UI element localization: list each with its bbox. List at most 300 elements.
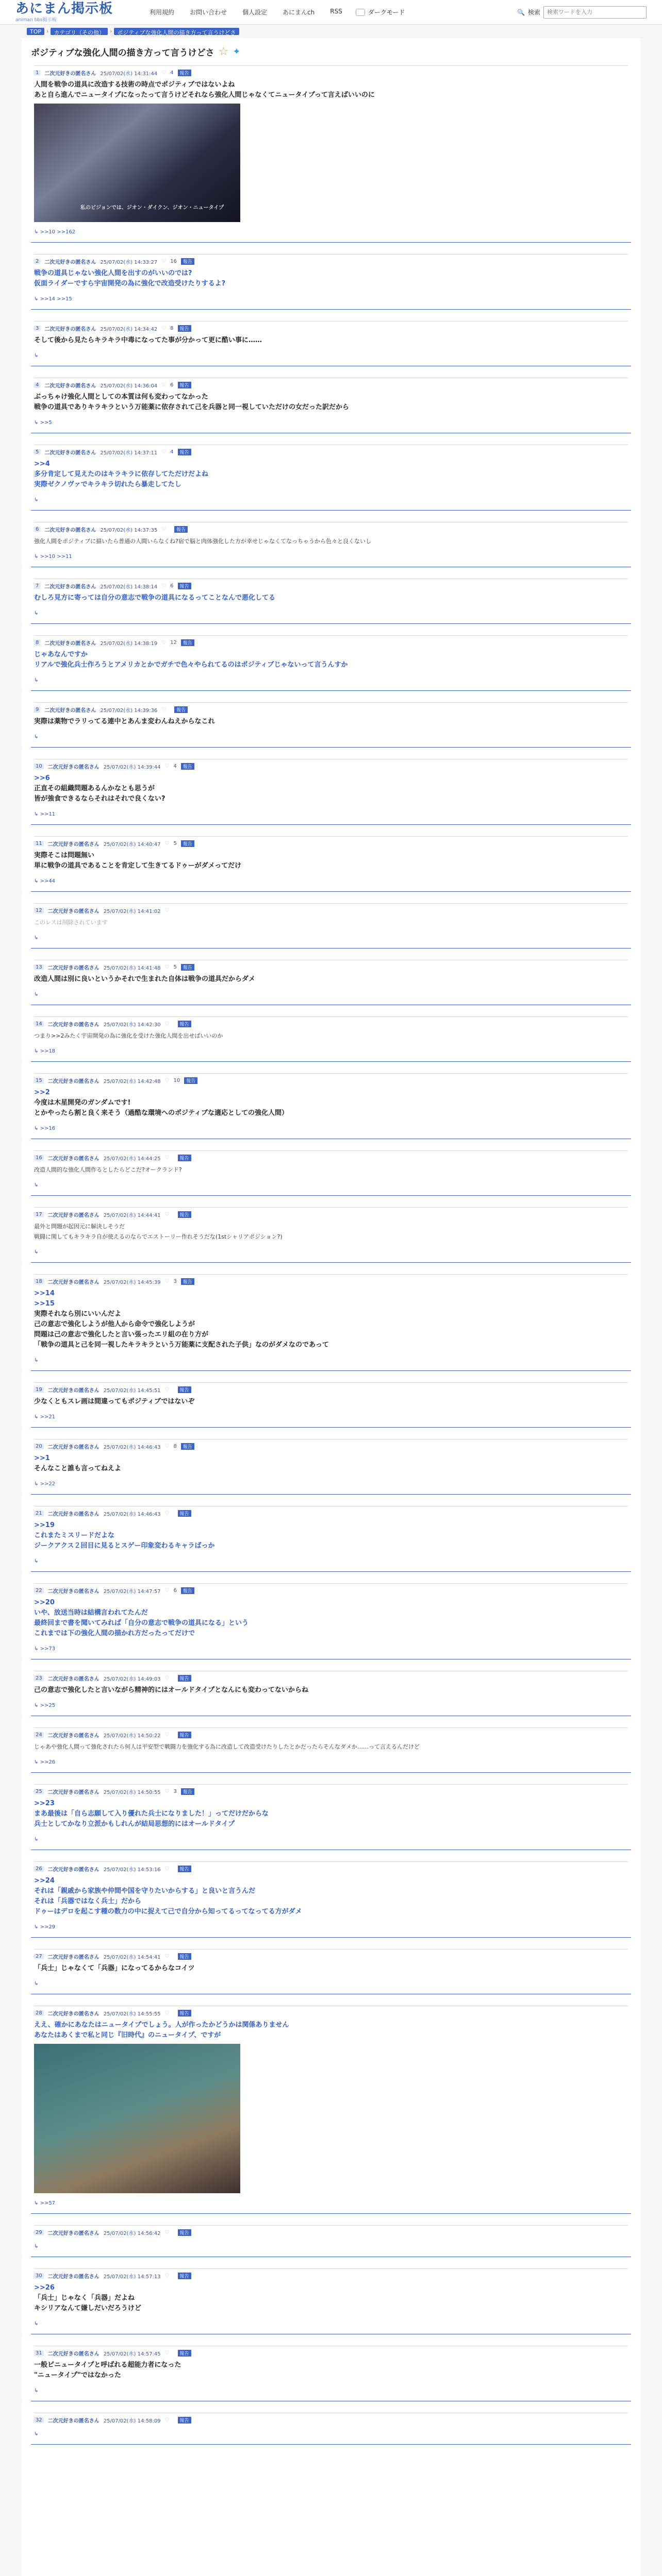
post-date: 25/07/02(水) 14:37:35 (100, 528, 158, 533)
reply-links[interactable] (34, 296, 628, 302)
reply-links[interactable] (34, 677, 628, 683)
heart-icon[interactable]: ♡ (161, 259, 167, 264)
post-number[interactable]: 29 (34, 2230, 44, 2235)
post-number[interactable]: 8 (34, 640, 40, 646)
breadcrumb-separator: › (46, 28, 49, 35)
post-meta (34, 2346, 628, 2357)
report-button[interactable]: 報告 (181, 763, 194, 770)
reply-links[interactable] (34, 935, 628, 941)
heart-icon[interactable]: ♡ (164, 1212, 170, 1217)
reply-links[interactable] (34, 2200, 628, 2206)
post-meta (34, 1583, 628, 1595)
post-date: 25/07/02(水) 14:56:42 (103, 2231, 161, 2236)
post-meta (34, 2225, 628, 2236)
heart-icon[interactable]: ♡ (164, 1732, 170, 1738)
post-image[interactable] (34, 2044, 240, 2193)
reply-links[interactable] (34, 1558, 628, 1564)
post-author: 二次元好きの匿名さん (47, 1733, 100, 1739)
dark-mode-toggle[interactable] (356, 9, 365, 16)
post (31, 1150, 631, 1196)
post-number[interactable]: 18 (34, 1279, 44, 1284)
heart-icon[interactable]: ♡ (164, 1387, 170, 1393)
nav-contact[interactable]: お問い合わせ (190, 9, 227, 16)
post-body-line: いや、放送当時は結構言われてたんだ (34, 1609, 148, 1617)
report-button[interactable]: 報告 (181, 1788, 194, 1795)
heart-icon[interactable]: ♡ (164, 1078, 170, 1083)
reply-text[interactable]: >>29 (40, 1924, 56, 1930)
star-icon[interactable]: ☆ (218, 45, 229, 58)
post-meta (34, 254, 628, 265)
post-image[interactable] (34, 104, 240, 222)
report-button[interactable]: 報告 (178, 1021, 191, 1027)
nav-terms[interactable]: 利用規約 (150, 9, 175, 16)
heart-icon[interactable]: ♡ (164, 1588, 170, 1594)
post-body-line: 実際ゼクノヴァでキラキラ切れたら暴走してたし (34, 481, 181, 488)
reply-links[interactable] (34, 734, 628, 740)
like-count: 4 (170, 449, 174, 455)
report-button[interactable]: 報告 (178, 1675, 191, 1682)
like-count: 3 (173, 1279, 177, 1284)
reply-text[interactable]: >>21 (40, 1414, 56, 1420)
reply-links[interactable] (34, 1249, 628, 1255)
post-meta (34, 2413, 628, 2424)
reply-links[interactable] (34, 1981, 628, 1987)
post-author: 二次元好きの匿名さん (47, 1388, 100, 1394)
thread-container (22, 38, 640, 2576)
report-button[interactable]: 報告 (184, 1077, 197, 1084)
reply-text[interactable]: >>22 (40, 1481, 56, 1487)
post-meta (34, 1274, 628, 1285)
heart-icon[interactable]: ♡ (164, 1444, 170, 1449)
reply-icon: ↳ (34, 1481, 40, 1487)
post-number[interactable]: 23 (34, 1675, 44, 1681)
reply-text[interactable]: >>10 >>162 (40, 229, 76, 235)
nav-settings[interactable]: 個人設定 (242, 9, 268, 16)
post-author: 二次元好きの匿名さん (47, 2274, 100, 2280)
heart-icon[interactable]: ♡ (164, 1021, 170, 1027)
report-button[interactable]: 報告 (181, 964, 194, 971)
report-button[interactable]: 報告 (178, 1510, 191, 1517)
post-number[interactable]: 26 (34, 1866, 44, 1872)
post-body-line: 最終回まで書を聞いてみれば「自分の意志で戦争の道具になる」という (34, 1619, 249, 1627)
post-meta (34, 522, 628, 533)
post-meta (34, 378, 628, 389)
reply-links[interactable] (34, 811, 628, 817)
report-button[interactable]: 報告 (174, 526, 188, 533)
post-number[interactable]: 16 (34, 1155, 44, 1161)
post (31, 1016, 631, 1062)
heart-icon[interactable]: ♡ (164, 2010, 170, 2016)
post (31, 702, 631, 748)
heart-icon[interactable]: ♡ (164, 1155, 170, 1161)
reply-links[interactable] (34, 1837, 628, 1842)
post-meta (34, 445, 628, 456)
post (31, 2006, 631, 2214)
reply-links[interactable] (34, 1048, 628, 1054)
post-author: 二次元好きの匿名さん (47, 2351, 100, 2357)
reply-icon: ↳ (34, 554, 40, 560)
reply-text[interactable]: >>44 (40, 878, 56, 884)
reply-text[interactable]: >>73 (40, 1646, 56, 1652)
post-list (31, 65, 631, 2445)
heart-icon[interactable]: ♡ (161, 640, 167, 646)
post-body-line: 問題は己の意志で強化したと言い張ったエリ組の在り方が (34, 1331, 209, 1338)
post-author: 二次元好きの匿名さん (47, 1676, 100, 1682)
post-body-line: じゃあなんですか (34, 651, 88, 658)
post-body-line: ドゥーはデロを起こす種の数力の中に捉えて己で自分から知ってるってなってる方がダメ (34, 1908, 302, 1916)
post-author: 二次元好きの匿名さん (47, 1079, 100, 1084)
reply-text[interactable]: >>26 (40, 1759, 56, 1765)
post-body-line: 強化人間をポジティブに描いたら普通の人間いらなくね?宿で脳と肉体強化した方が幸せじゃなくてなっちゃうから色々と良くないし (34, 538, 371, 545)
post-body-line: >>23 (34, 1800, 55, 1807)
post-author: 二次元好きの匿名さん (44, 641, 96, 647)
post-author: 二次元好きの匿名さん (47, 2011, 100, 2017)
heart-icon[interactable]: ♡ (164, 1511, 170, 1516)
report-button[interactable]: 報告 (178, 2229, 191, 2236)
post-date: 25/07/02(水) 14:33:27 (100, 260, 158, 265)
post-meta (34, 702, 628, 714)
post-date: 25/07/02(水) 14:31:44 (100, 71, 158, 77)
heart-icon[interactable]: ♡ (164, 2417, 170, 2423)
report-button[interactable]: 報告 (178, 449, 191, 455)
heart-icon[interactable]: ♡ (161, 449, 167, 455)
post-body-line: キシリアなんて嫌しだいだろうけど (34, 2304, 141, 2312)
post-body-line: あなたはあくまで私と同じ『旧時代』のニュータイプ、ですが (34, 2031, 221, 2039)
post-author: 二次元好きの匿名さん (47, 2231, 100, 2236)
post-body-line: >>15 (34, 1300, 55, 1308)
post-author: 二次元好きの匿名さん (47, 1213, 100, 1218)
report-button[interactable]: 報告 (178, 2273, 191, 2279)
heart-icon[interactable]: ♡ (164, 1675, 170, 1681)
post-author: 二次元好きの匿名さん (44, 528, 96, 533)
heart-icon[interactable]: ♡ (164, 1954, 170, 1959)
heart-icon[interactable]: ♡ (164, 2350, 170, 2356)
reply-links[interactable] (34, 229, 628, 235)
post-body-line: とかやったら割と良く来そう（過酷な環境へのポジティブな適応としての強化人間） (34, 1109, 288, 1117)
heart-icon[interactable]: ♡ (164, 841, 170, 846)
post (31, 2268, 631, 2334)
report-button[interactable]: 報告 (178, 70, 191, 76)
post (31, 522, 631, 567)
post-meta (34, 1207, 628, 1218)
heart-icon[interactable]: ♡ (164, 1279, 170, 1284)
post-number[interactable]: 5 (34, 449, 40, 455)
reply-text[interactable]: >>16 (40, 1126, 56, 1131)
post (31, 1506, 631, 1572)
post-author: 二次元好きの匿名さん (47, 1955, 100, 1960)
reply-links[interactable] (34, 1358, 628, 1363)
heart-icon[interactable]: ♡ (164, 1789, 170, 1794)
post-date: 25/07/02(水) 14:37:11 (100, 450, 158, 456)
post-meta (34, 836, 628, 848)
nav-animanch[interactable]: あにまんch (283, 9, 315, 16)
post (31, 1784, 631, 1850)
post-body-line: これまたミスリードだよな (34, 1532, 115, 1539)
post-author: 二次元好きの匿名さん (47, 1790, 100, 1795)
post-body-line: じゃあや強化人間って強化されたら何人は平安型で戦闘力を強化する為に改造して改造受けたりしたとかだったらそんなダメか……って言えるんだけど (34, 1743, 420, 1750)
post-number[interactable]: 12 (34, 908, 44, 913)
report-button[interactable]: 報告 (178, 1866, 191, 1872)
post-body-line: 実際そこは問題無い (34, 852, 95, 859)
report-button[interactable]: 報告 (178, 382, 191, 388)
post-body-line: 「戦争の道具と己を同一視したキラキラという万能薬に支配された子供」なのがダメなのであって (34, 1341, 329, 1349)
report-button[interactable]: 報告 (178, 583, 191, 589)
post-body-line: 兵士としてかなり立派かもしれんが結局思想的にはオールドタイプ (34, 1820, 235, 1828)
reply-links[interactable] (34, 2244, 628, 2249)
post-number[interactable]: 13 (34, 964, 44, 970)
search-input[interactable] (543, 6, 647, 19)
post-number[interactable]: 19 (34, 1387, 44, 1393)
post-author: 二次元好きの匿名さん (47, 1022, 100, 1028)
post-meta (34, 635, 628, 647)
site-header (0, 0, 662, 25)
report-button[interactable]: 報告 (174, 706, 188, 713)
reply-links[interactable] (34, 1924, 628, 1930)
reply-links[interactable] (34, 1646, 628, 1652)
report-button[interactable]: 報告 (178, 1211, 191, 1218)
post-number[interactable]: 7 (34, 583, 40, 589)
post-number[interactable]: 21 (34, 1511, 44, 1516)
post-body-line: >>2 (34, 1089, 50, 1096)
post-author: 二次元好きの匿名さん (44, 327, 96, 332)
post-number[interactable]: 6 (34, 527, 40, 532)
post-author: 二次元好きの匿名さん (44, 383, 96, 389)
site-logo[interactable] (15, 2, 113, 23)
post-body-line: 皆が強食できるならそれはそれで良くない? (34, 795, 166, 803)
breadcrumb-top[interactable]: TOP (27, 28, 44, 35)
reply-links[interactable] (34, 420, 628, 426)
search-icon[interactable]: 🔍 (517, 8, 525, 16)
post-number[interactable]: 1 (34, 70, 40, 76)
nav-rss[interactable]: RSS (330, 8, 342, 15)
post-number[interactable]: 2 (34, 259, 40, 264)
post (31, 903, 631, 948)
post-author: 二次元好きの匿名さん (47, 909, 100, 914)
post-author: 二次元好きの匿名さん (47, 1512, 100, 1517)
reply-links[interactable] (34, 1182, 628, 1188)
reply-links[interactable] (34, 497, 628, 503)
report-button[interactable]: 報告 (181, 1443, 194, 1450)
post-meta (34, 65, 628, 77)
post-number[interactable]: 14 (34, 1021, 44, 1027)
heart-icon[interactable]: ♡ (161, 326, 167, 331)
reply-icon: ↳ (34, 1837, 39, 1842)
heart-icon[interactable]: ♡ (164, 764, 170, 769)
post-body-line: それは「親戚から家族や仲間や国を守りたいからする」と良いと言うんだ (34, 1887, 256, 1895)
post-meta (34, 759, 628, 770)
post-date: 25/07/02(水) 14:49:03 (103, 1676, 161, 1682)
post (31, 321, 631, 366)
report-button[interactable]: 報告 (178, 2010, 191, 2016)
heart-icon[interactable]: ♡ (164, 2273, 170, 2279)
post (31, 759, 631, 825)
reply-text[interactable]: >>11 (40, 811, 56, 817)
post-date: 25/07/02(水) 14:34:42 (100, 327, 158, 332)
post-number[interactable]: 30 (34, 2273, 44, 2279)
reply-links[interactable] (34, 992, 628, 997)
heart-icon[interactable]: ♡ (161, 70, 167, 76)
reply-icon: ↳ (34, 1358, 39, 1363)
post-author: 二次元好きの匿名さん (44, 260, 96, 265)
heart-icon[interactable]: ♡ (161, 382, 167, 388)
post (31, 2413, 631, 2445)
post-body-line: >>19 (34, 1521, 55, 1529)
post-author: 二次元好きの匿名さん (47, 1280, 100, 1285)
post-body-line: リアルで強化兵士作ろうとアメリカとかでガチで色々やられてるのはポジティブじゃないって言うんすか (34, 661, 348, 669)
report-button[interactable]: 報告 (181, 639, 194, 646)
post-meta (34, 1382, 628, 1394)
heart-icon[interactable]: ♡ (164, 2230, 170, 2235)
post-author: 二次元好きの匿名さん (47, 1156, 100, 1162)
reply-icon: ↳ (34, 1558, 39, 1564)
reply-text[interactable]: >>10 >>11 (40, 554, 72, 560)
post-meta (34, 1506, 628, 1517)
reply-text[interactable]: >>57 (40, 2200, 56, 2206)
post-body-line: ジークアクス２回目に見るとスゲー印象変わるキャラばっか (34, 1542, 215, 1550)
post-body-line: 実際は薬物でラリってる連中とあんま変わんねえからなこれ (34, 718, 215, 725)
page-title: ポジティブな強化人間の描き方って言うけどさ (31, 48, 214, 58)
post (31, 1274, 631, 1371)
post-number[interactable]: 22 (34, 1588, 44, 1594)
reply-links[interactable] (34, 2321, 628, 2327)
post-date: 25/07/02(水) 14:50:22 (103, 1733, 161, 1739)
post-body-line: "ニュータイプ"ではなかった (34, 2371, 121, 2379)
reply-links[interactable] (34, 2431, 628, 2437)
heart-icon[interactable]: ♡ (164, 908, 170, 913)
report-button[interactable]: 報告 (181, 258, 194, 265)
logo-main: あにまん掲示板 (15, 1, 113, 16)
reply-text[interactable]: >>14 >>15 (40, 296, 72, 302)
heart-icon[interactable]: ♡ (161, 583, 167, 589)
reply-links[interactable] (34, 1703, 628, 1708)
twitter-icon[interactable]: ✦ (233, 46, 241, 57)
post-body-line: そして後から見たらキラキラ中毒になってた事が分かって更に酷い事に…… (34, 336, 262, 344)
reply-links[interactable] (34, 878, 628, 884)
post-body-line: >>20 (34, 1599, 55, 1606)
post-body-line: まあ最後は「自ら志願して入り優れた兵士になりました！」ってだけだからな (34, 1810, 269, 1818)
post-body-line: 多分肯定して見えたのはキラキラに依存してただけだよね (34, 470, 209, 478)
post-body-line: >>24 (34, 1877, 55, 1885)
report-button[interactable]: 報告 (178, 2350, 191, 2357)
report-button[interactable]: 報告 (178, 2417, 191, 2424)
report-button[interactable]: 報告 (178, 1732, 191, 1738)
post-meta (34, 1073, 628, 1084)
post-number[interactable]: 25 (34, 1789, 44, 1794)
like-count: 8 (173, 1444, 177, 1449)
report-button[interactable]: 報告 (181, 1278, 194, 1285)
post-author: 二次元好きの匿名さん (47, 765, 100, 770)
reply-icon: ↳ (34, 2244, 39, 2249)
post-body-line: 己の意志で強化したと言いながら精神的にはオールドタイプとなんにも変わってないからね (34, 1686, 308, 1694)
post-author: 二次元好きの匿名さん (47, 1589, 100, 1595)
post (31, 65, 631, 243)
post (31, 1861, 631, 1938)
like-count: 4 (173, 764, 177, 769)
reply-text[interactable]: >>5 (40, 420, 52, 426)
post-meta (34, 1671, 628, 1682)
post-author: 二次元好きの匿名さん (47, 1445, 100, 1450)
post-meta (34, 1727, 628, 1739)
post-number[interactable]: 9 (34, 707, 40, 713)
reply-icon: ↳ (34, 811, 40, 817)
post-body-line: それは「兵器ではなく兵士」だから (34, 1897, 142, 1905)
heart-icon[interactable]: ♡ (164, 1866, 170, 1872)
heart-icon[interactable]: ♡ (164, 964, 170, 970)
reply-links[interactable] (34, 1759, 628, 1765)
search-label: 検索 (527, 9, 540, 16)
post-meta (34, 1439, 628, 1450)
breadcrumb-thread[interactable]: ポジティブな強化人間の描き方って言うけどさ (114, 28, 239, 35)
report-button[interactable]: 報告 (178, 1386, 191, 1393)
post (31, 2225, 631, 2257)
reply-links[interactable] (34, 1126, 628, 1131)
reply-links[interactable] (34, 554, 628, 560)
reply-links[interactable] (34, 611, 628, 616)
reply-links[interactable] (34, 1414, 628, 1420)
post-body-line: つまり>>2みたく宇宙開発の為に強化を受けた強化人間を出せばいいのか (34, 1032, 223, 1039)
post (31, 2346, 631, 2401)
report-button[interactable]: 報告 (181, 1587, 194, 1594)
post-number[interactable]: 10 (34, 764, 44, 769)
reply-icon: ↳ (34, 2200, 40, 2206)
reply-icon: ↳ (34, 2388, 39, 2394)
heart-icon[interactable]: ♡ (161, 707, 167, 713)
post-body-line: 戦争の道具じゃない強化人間を出すのがいいのでは? (34, 269, 192, 277)
report-button[interactable]: 報告 (178, 1953, 191, 1960)
post-date: 25/07/02(水) 14:55:55 (103, 2011, 161, 2017)
post-body-line: このレスは削除されています (34, 919, 108, 926)
post-body-line: 最外と問題が起因元に解決しそうだ (34, 1223, 125, 1230)
post (31, 1949, 631, 1994)
post-number[interactable]: 24 (34, 1732, 44, 1738)
report-button[interactable]: 報告 (181, 840, 194, 847)
reply-links[interactable] (34, 353, 628, 359)
reply-icon: ↳ (34, 2321, 39, 2327)
reply-links[interactable] (34, 1481, 628, 1487)
post-meta (34, 1949, 628, 1960)
post-body-line: 仮面ライダーですら宇宙開発の為に強化で改造受けたりするよ? (34, 280, 226, 287)
reply-text[interactable]: >>18 (40, 1048, 56, 1054)
dark-mode-control (356, 8, 405, 16)
post-number[interactable]: 31 (34, 2350, 44, 2356)
reply-icon: ↳ (34, 1981, 39, 1987)
post-number[interactable]: 4 (34, 382, 40, 388)
reply-text[interactable]: >>25 (40, 1703, 56, 1708)
logo-sub: animan bbs掲示板 (15, 18, 57, 23)
post-number[interactable]: 27 (34, 1954, 44, 1959)
post-number[interactable]: 28 (34, 2010, 44, 2016)
post-author: 二次元好きの匿名さん (47, 2418, 100, 2424)
post-date: 25/07/02(水) 14:44:25 (103, 1156, 161, 1162)
report-button[interactable]: 報告 (178, 325, 191, 332)
post-number[interactable]: 32 (34, 2417, 44, 2423)
post-meta (34, 1150, 628, 1162)
post-date: 25/07/02(水) 14:41:48 (103, 965, 161, 971)
post-date: 25/07/02(水) 14:54:41 (103, 1955, 161, 1960)
post-number[interactable]: 20 (34, 1444, 44, 1449)
post-number[interactable]: 15 (34, 1078, 44, 1083)
reply-icon: ↳ (34, 353, 39, 359)
reply-links[interactable] (34, 2388, 628, 2394)
reply-icon: ↳ (34, 1414, 40, 1420)
heart-icon[interactable]: ♡ (161, 527, 167, 532)
breadcrumb-category[interactable]: カテゴリ（その他） (51, 28, 108, 35)
post-number[interactable]: 3 (34, 326, 40, 331)
report-button[interactable]: 報告 (178, 1155, 191, 1161)
post-number[interactable]: 11 (34, 841, 44, 846)
like-count: 10 (173, 1078, 180, 1083)
post-number[interactable]: 17 (34, 1212, 44, 1217)
